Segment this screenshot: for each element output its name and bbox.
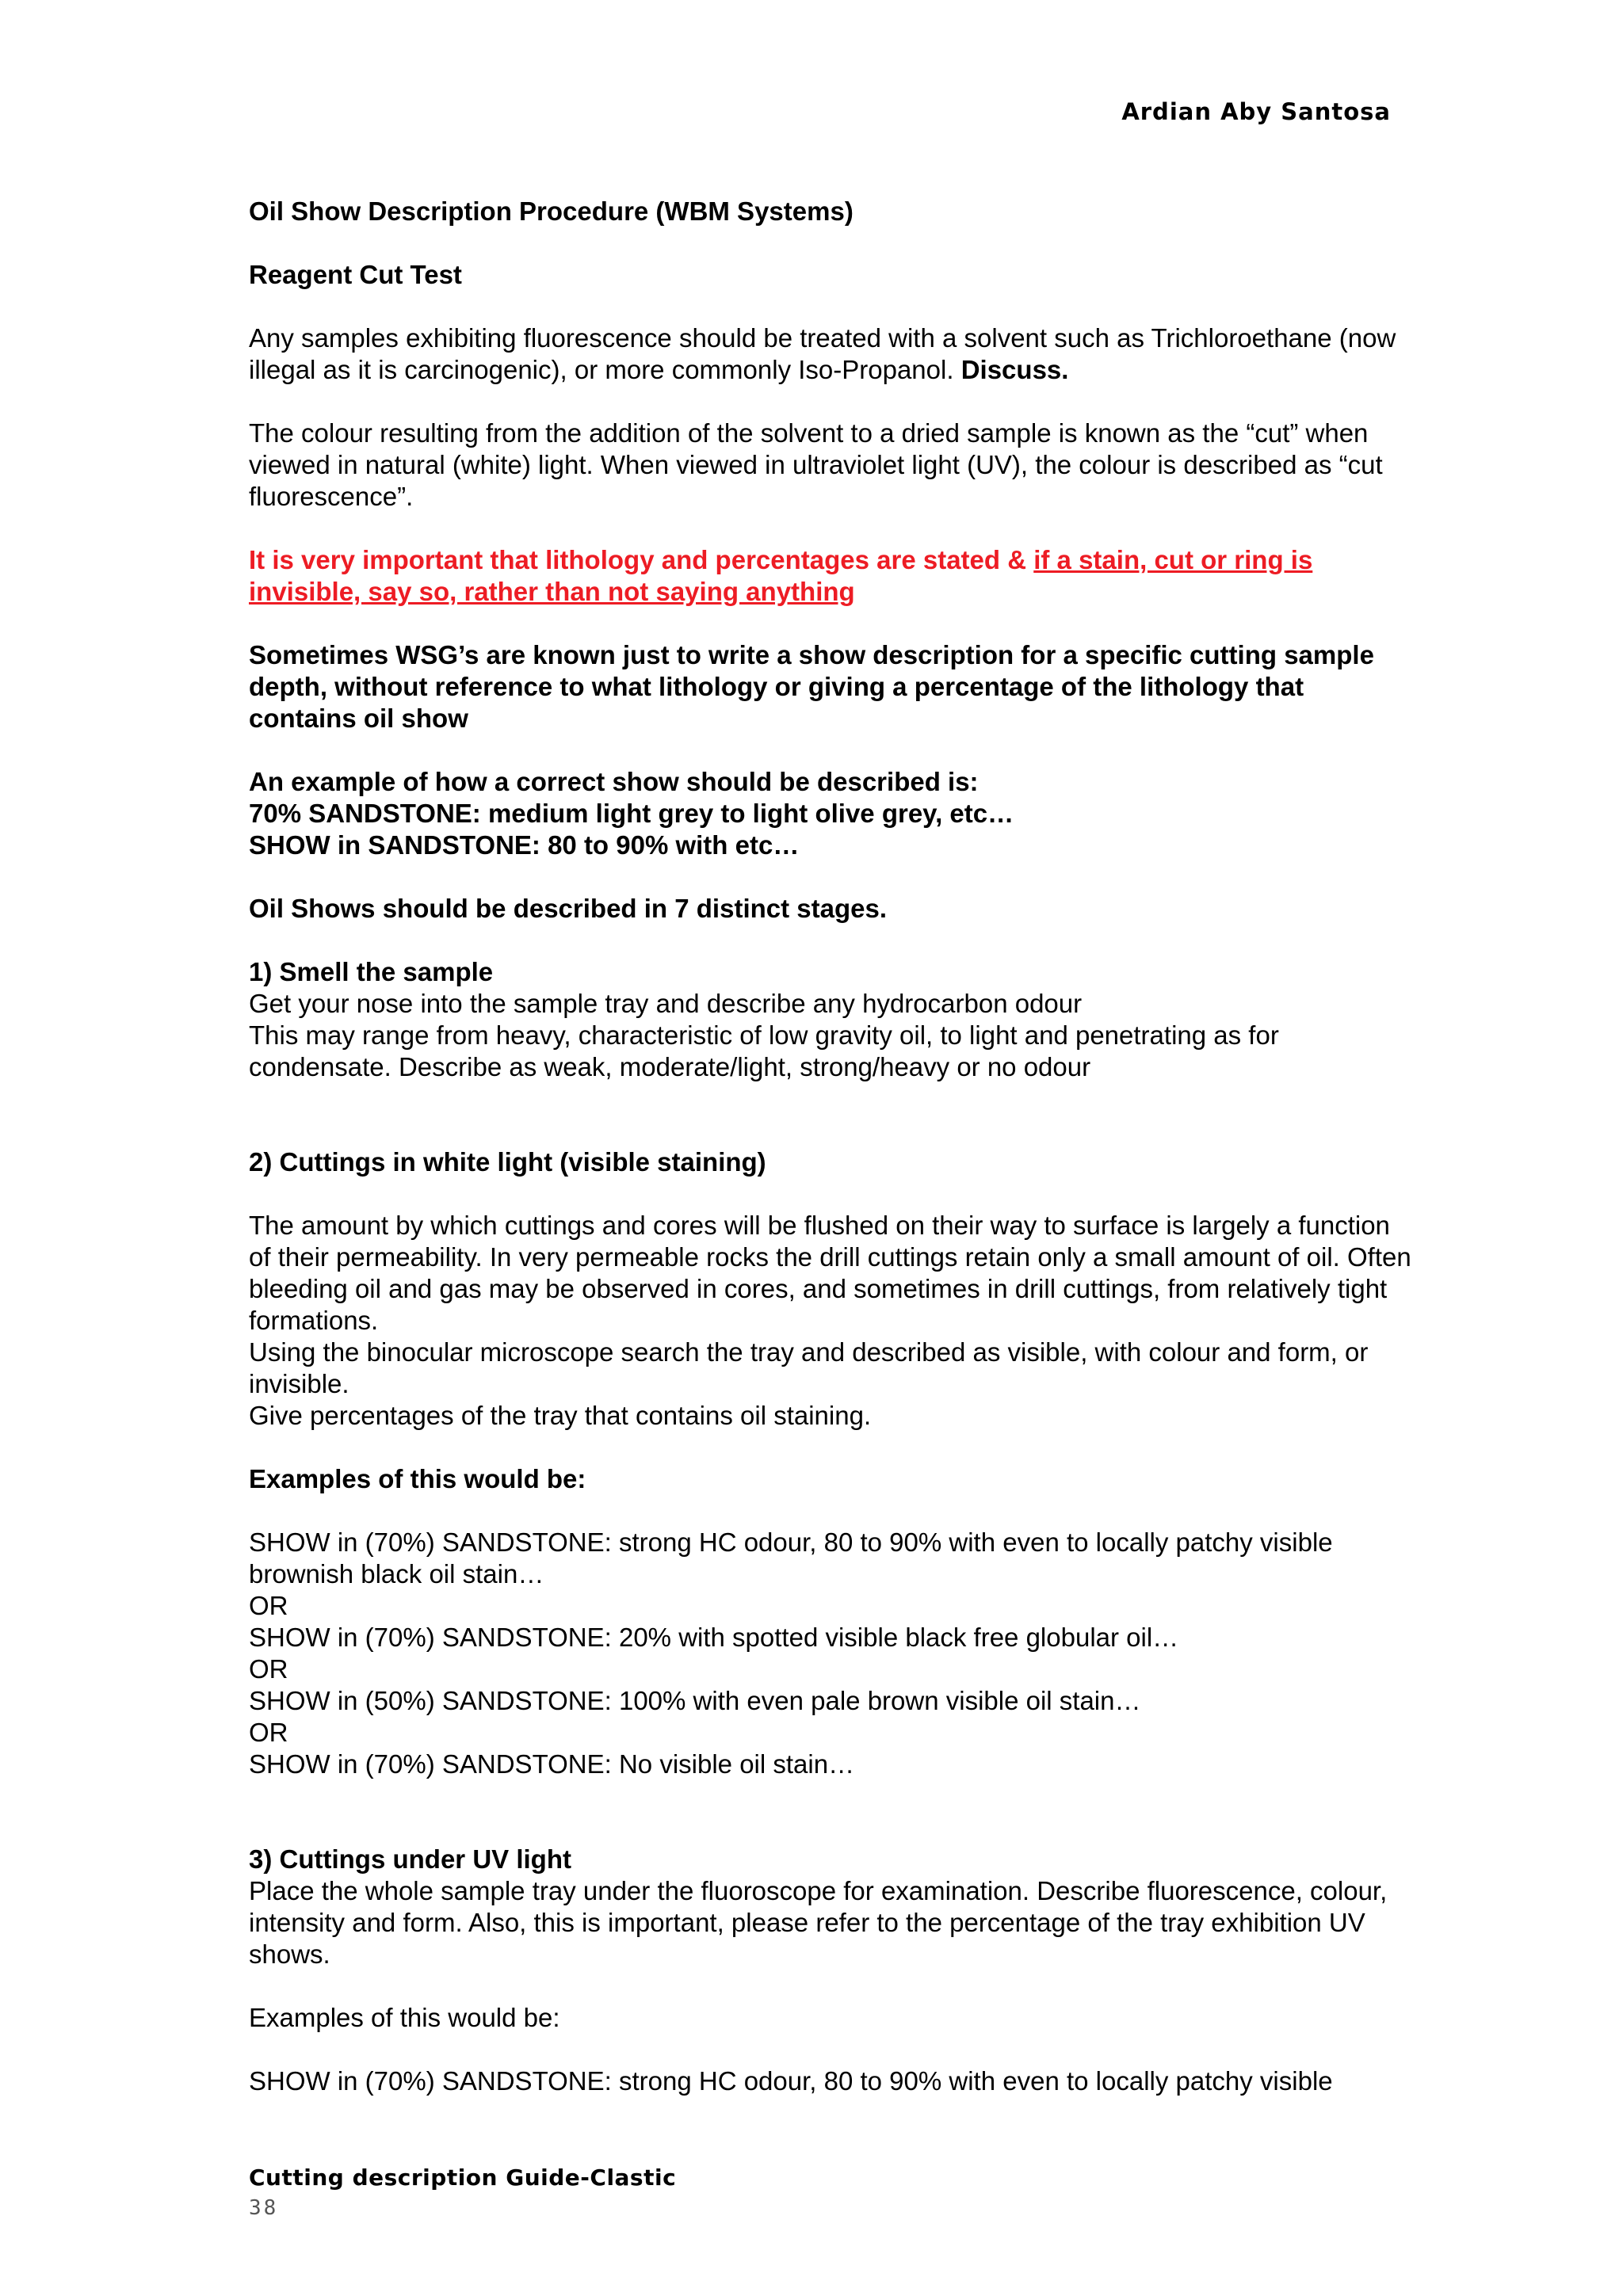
step-2-example-2: SHOW in (70%) SANDSTONE: 20% with spotted visible black free globular oil…	[249, 1623, 1179, 1652]
or-separator-3: OR	[249, 1718, 288, 1747]
header-author: Ardian Aby Santosa	[1121, 98, 1391, 125]
important-note-text: It is very important that lithology and percentages are stated &	[249, 545, 1027, 574]
footer-title: Cutting description Guide-Clastic	[249, 2164, 677, 2191]
step-1-heading: 1) Smell the sample	[249, 957, 494, 986]
step-1-line-2: This may range from heavy, characteristic of low gravity oil, to light and penetrating as for condensate. Describe as weak, moderate/light, strong/heavy or no odour	[249, 1020, 1279, 1081]
page-number: 38	[249, 2196, 279, 2220]
document-body	[249, 196, 1414, 2097]
step-2-paragraph-3: Give percentages of the tray that contains oil staining.	[249, 1401, 872, 1430]
important-note	[249, 544, 1414, 608]
stages-note: Oil Shows should be described in 7 distinct stages.	[249, 894, 888, 923]
step-3-examples-heading: Examples of this would be:	[249, 2003, 560, 2032]
reagent-paragraph-1-text: Any samples exhibiting fluorescence should be treated with a solvent such as Trichloroethane (now illegal as it is carcinogenic), or more commonly Iso-Propanol.	[249, 323, 1396, 384]
reagent-paragraph-1	[249, 322, 1414, 386]
step-3-example-1: SHOW in (70%) SANDSTONE: strong HC odour, 80 to 90% with even to locally patchy visible	[249, 2066, 1333, 2096]
reagent-paragraph-2: The colour resulting from the addition of the solvent to a dried sample is known as the “cut” when viewed in natural (white) light. When viewed in ultraviolet light (UV), the colour is described as “cut fluorescence”.	[249, 418, 1383, 511]
reagent-heading: Reagent Cut Test	[249, 260, 462, 289]
important-note-underlined: if a stain, cut or ring is invisible, say so, rather than not saying anything	[249, 545, 1313, 606]
step-3-paragraph-1: Place the whole sample tray under the fluoroscope for examination. Describe fluorescence, colour, intensity and form. Also, this is important, please refer to the percentage of the tray exhibition UV shows.	[249, 1876, 1388, 1969]
step-1-line-1: Get your nose into the sample tray and describe any hydrocarbon odour	[249, 989, 1083, 1018]
wsg-note: Sometimes WSG’s are known just to write a show description for a specific cutting sample depth, without reference to what lithology or giving a percentage of the lithology that contains oil show	[249, 640, 1374, 733]
step-3-heading: 3) Cuttings under UV light	[249, 1844, 571, 1874]
step-2-paragraph-2: Using the binocular microscope search the tray and described as visible, with colour and form, or invisible.	[249, 1337, 1369, 1398]
step-2-heading: 2) Cuttings in white light (visible staining)	[249, 1147, 766, 1177]
step-2-example-4: SHOW in (70%) SANDSTONE: No visible oil stain…	[249, 1749, 855, 1779]
step-2-paragraph-1: The amount by which cuttings and cores will be flushed on their way to surface is largely a function of their permeability. In very permeable rocks the drill cuttings retain only a small amount of oil. Often bleeding oil and gas may be observed in cores, and sometimes in drill cuttings, from relatively tight formations.	[249, 1211, 1411, 1335]
document-title: Oil Show Description Procedure (WBM Systems)	[249, 196, 854, 226]
reagent-discuss: Discuss.	[960, 355, 1069, 384]
or-separator-2: OR	[249, 1654, 288, 1684]
step-2-examples-heading: Examples of this would be:	[249, 1464, 586, 1493]
step-2-example-1: SHOW in (70%) SANDSTONE: strong HC odour, 80 to 90% with even to locally patchy visible brownish black oil stain…	[249, 1527, 1333, 1589]
step-2-example-3: SHOW in (50%) SANDSTONE: 100% with even pale brown visible oil stain…	[249, 1686, 1141, 1715]
or-separator-1: OR	[249, 1591, 288, 1620]
example-intro: An example of how a correct show should be described is:	[249, 767, 979, 796]
example-line-2: SHOW in SANDSTONE: 80 to 90% with etc…	[249, 830, 800, 860]
example-line-1: 70% SANDSTONE: medium light grey to light olive grey, etc…	[249, 799, 1014, 828]
